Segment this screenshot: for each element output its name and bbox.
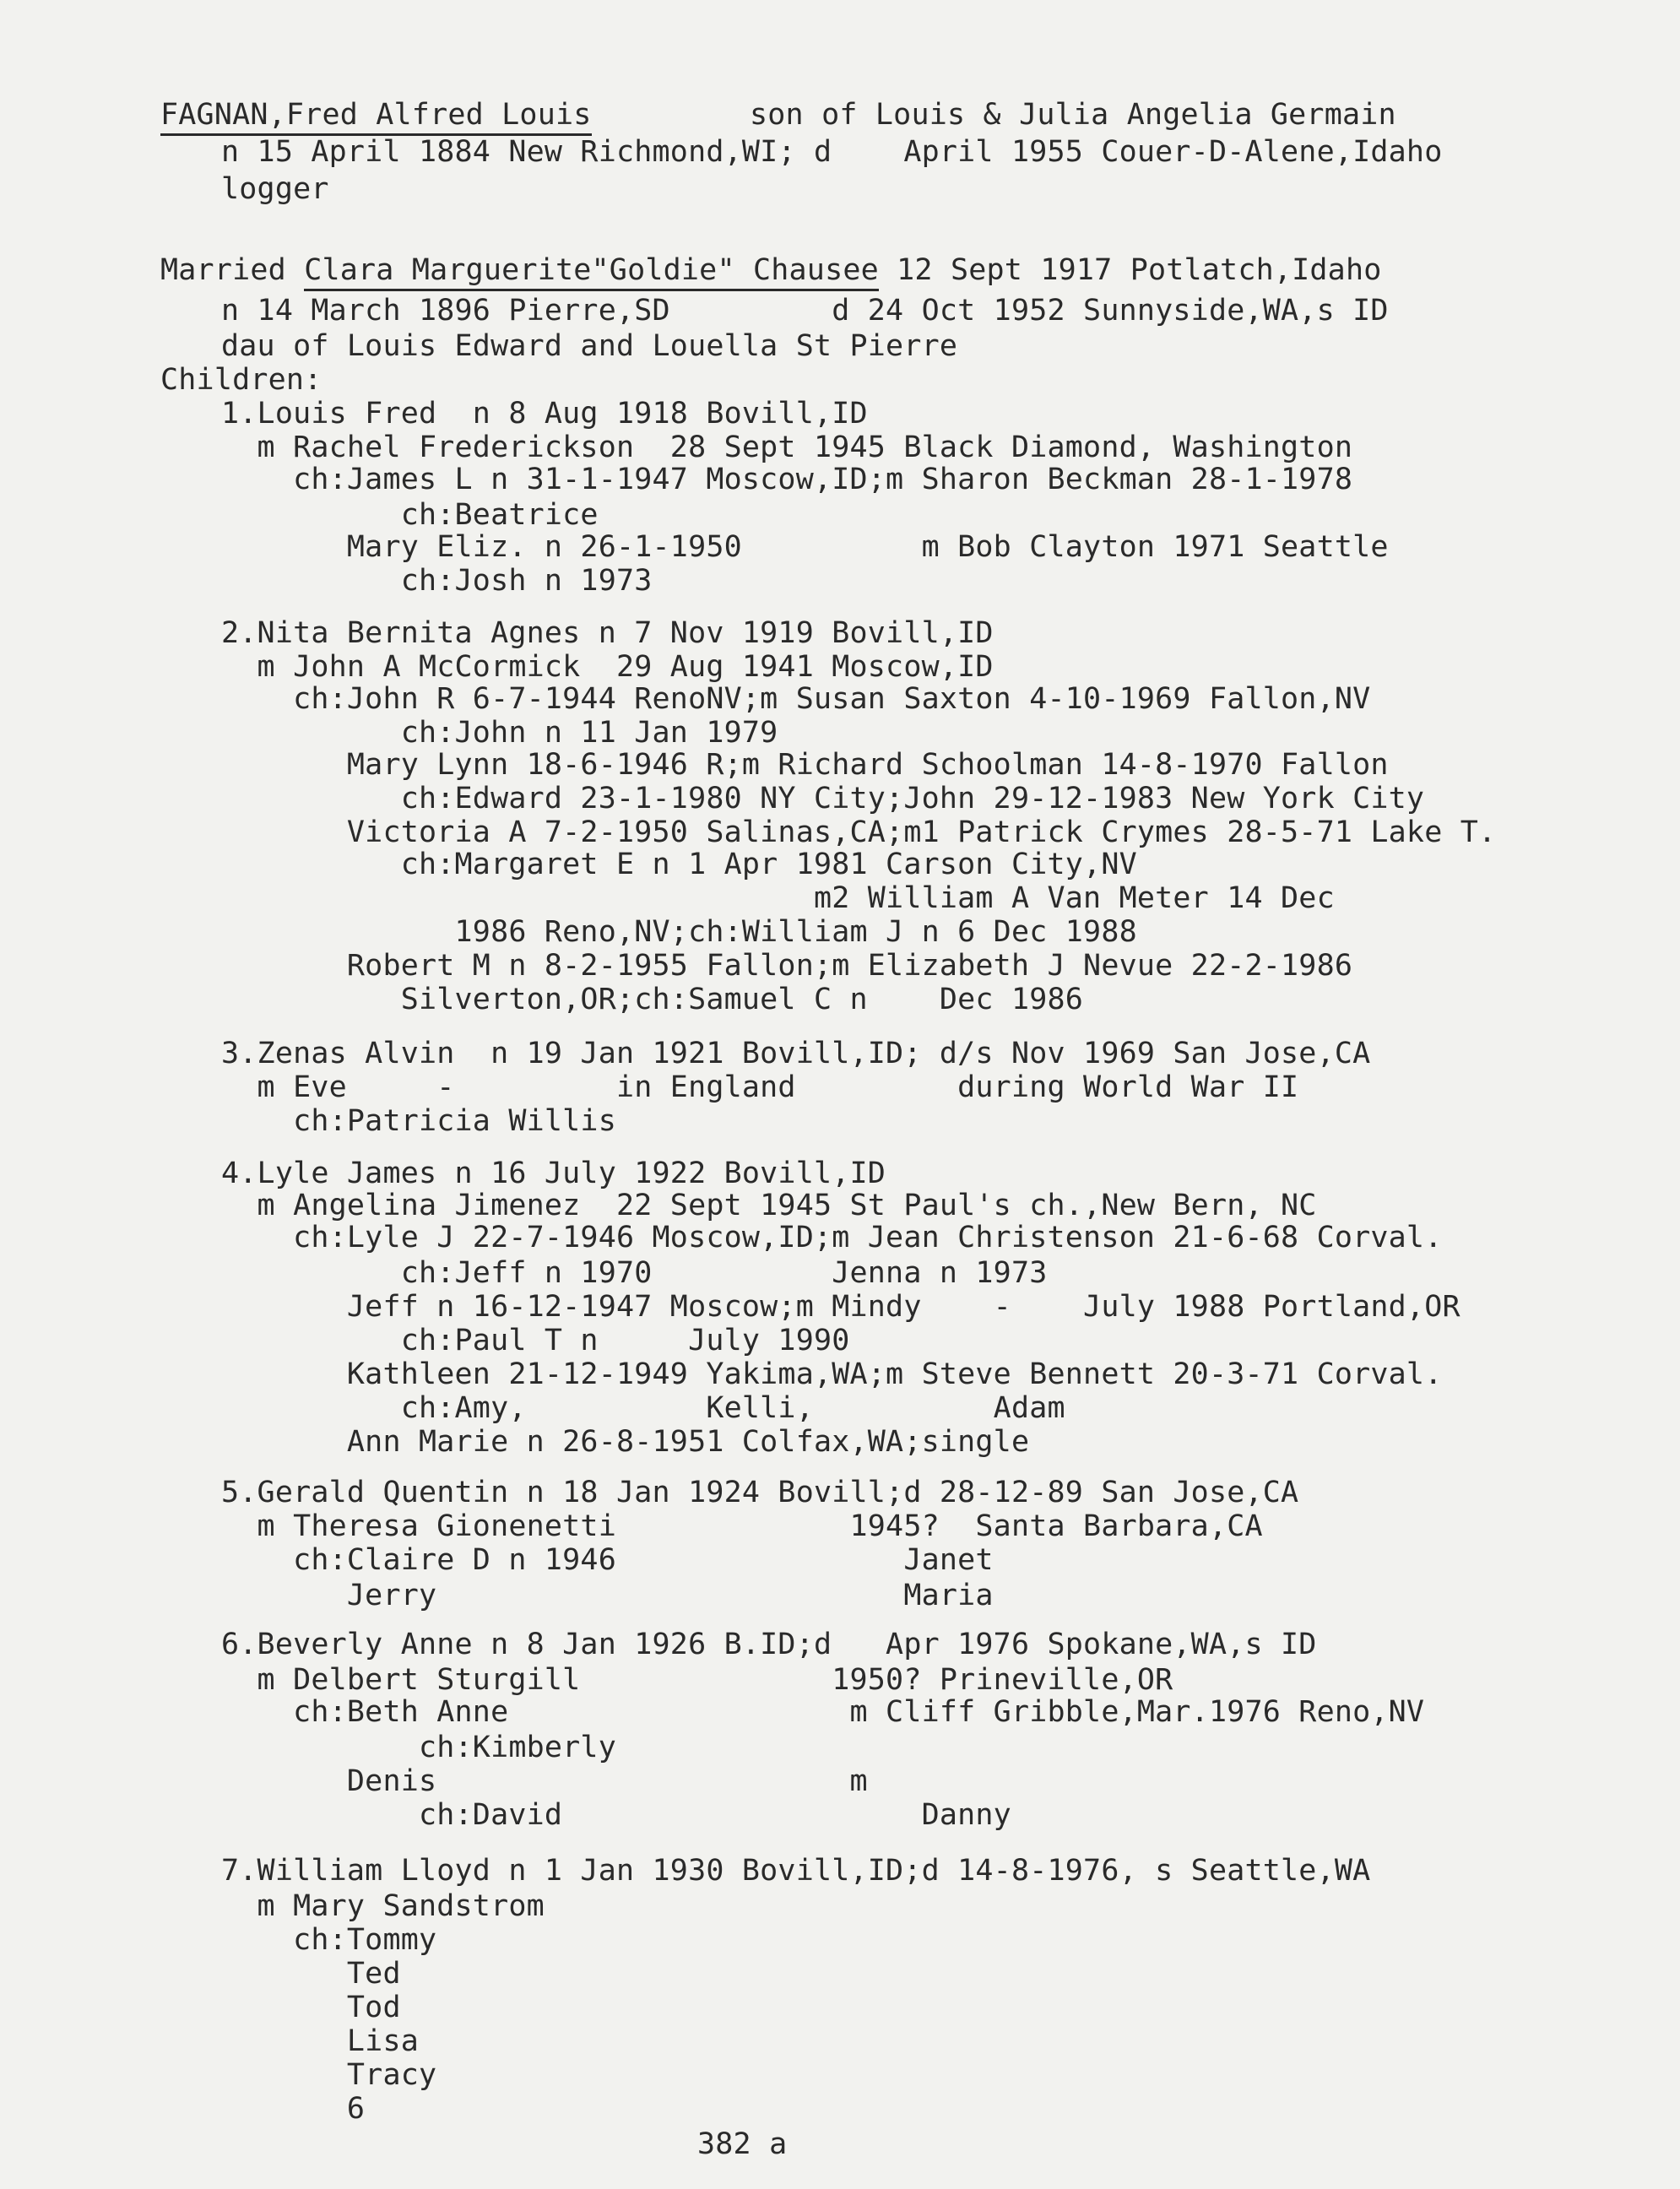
child-line: m Mary Sandstrom <box>221 1889 545 1923</box>
subject-parents: son of Louis & Julia Angelia Germain <box>750 98 1396 132</box>
child-line: ch:John R 6-7-1944 RenoNV;m Susan Saxton 4-10-1969 Fallon,NV <box>221 682 1371 716</box>
child-line: ch:David Danny <box>221 1798 1011 1832</box>
spouse-birth-death: n 14 March 1896 Pierre,SD d 24 Oct 1952 Sunnyside,WA,s ID <box>221 294 1389 328</box>
married-word: Married <box>160 253 305 287</box>
child-line: m Angelina Jimenez 22 Sept 1945 St Paul's ch.,New Bern, NC <box>221 1189 1317 1222</box>
subject-name: FAGNAN,Fred Alfred Louis <box>160 98 592 136</box>
marriage-date-place: 12 Sept 1917 Potlatch,Idaho <box>878 253 1382 287</box>
child-line: Robert M n 8-2-1955 Fallon;m Elizabeth J Nevue 22-2-1986 <box>221 949 1353 983</box>
child-line: m Rachel Frederickson 28 Sept 1945 Black Diamond, Washington <box>221 431 1353 464</box>
child-line: Tod <box>221 1991 401 2024</box>
child-line: 1.Louis Fred n 8 Aug 1918 Bovill,ID <box>221 397 868 431</box>
children-heading: Children: <box>160 363 322 397</box>
spouse-parents: dau of Louis Edward and Louella St Pierre <box>221 329 958 363</box>
child-line: 1986 Reno,NV;ch:William J n 6 Dec 1988 <box>221 915 1137 949</box>
child-line: m Theresa Gionenetti 1945? Santa Barbara,CA <box>221 1509 1263 1543</box>
child-line: 3.Zenas Alvin n 19 Jan 1921 Bovill,ID; d/s Nov 1969 San Jose,CA <box>221 1037 1371 1070</box>
child-line: m Delbert Sturgill 1950? Prineville,OR <box>221 1663 1173 1697</box>
child-line: ch:Margaret E n 1 Apr 1981 Carson City,NV <box>221 848 1137 881</box>
child-line: ch:Amy, Kelli, Adam <box>221 1391 1065 1425</box>
child-line: 2.Nita Bernita Agnes n 7 Nov 1919 Bovill,ID <box>221 616 994 650</box>
child-line: ch:Josh n 1973 <box>221 564 653 598</box>
child-line: Tracy <box>221 2058 437 2092</box>
marriage-line <box>160 253 1382 287</box>
child-line: Ann Marie n 26-8-1951 Colfax,WA;single <box>221 1425 1030 1459</box>
child-line: Denis m <box>221 1764 868 1798</box>
child-line: 6.Beverly Anne n 8 Jan 1926 B.ID;d Apr 1976 Spokane,WA,s ID <box>221 1628 1317 1661</box>
child-line: Silverton,OR;ch:Samuel C n Dec 1986 <box>221 983 1084 1016</box>
header-name-line <box>160 98 592 132</box>
child-line: ch:Beatrice <box>221 498 599 532</box>
child-line: Victoria A 7-2-1950 Salinas,CA;m1 Patrick Crymes 28-5-71 Lake T. <box>221 815 1497 849</box>
child-line: 7.William Lloyd n 1 Jan 1930 Bovill,ID;d 14-8-1976, s Seattle,WA <box>221 1854 1371 1888</box>
child-line: 4.Lyle James n 16 July 1922 Bovill,ID <box>221 1157 886 1190</box>
child-line: ch:Claire D n 1946 Janet <box>221 1543 994 1577</box>
child-line: ch:Lyle J 22-7-1946 Moscow,ID;m Jean Christenson 21-6-68 Corval. <box>221 1221 1443 1254</box>
child-line: ch:John n 11 Jan 1979 <box>221 716 778 750</box>
child-line: Ted <box>221 1957 401 1991</box>
child-line: Kathleen 21-12-1949 Yakima,WA;m Steve Bennett 20-3-71 Corval. <box>221 1357 1443 1391</box>
child-line: ch:Jeff n 1970 Jenna n 1973 <box>221 1256 1048 1290</box>
child-line: ch:Kimberly <box>221 1731 616 1764</box>
child-line: ch:Tommy <box>221 1923 437 1957</box>
child-line: ch:Edward 23-1-1980 NY City;John 29-12-1983 New York City <box>221 782 1425 815</box>
spouse-name: Clara Marguerite"Goldie" Chausee <box>304 253 879 291</box>
child-line: Lisa <box>221 2024 419 2058</box>
page-number: 382 a <box>697 2127 788 2161</box>
child-line: 5.Gerald Quentin n 18 Jan 1924 Bovill;d 28-12-89 San Jose,CA <box>221 1476 1299 1509</box>
child-line: ch:Beth Anne m Cliff Gribble,Mar.1976 Reno,NV <box>221 1695 1425 1729</box>
child-line: m John A McCormick 29 Aug 1941 Moscow,ID <box>221 650 994 684</box>
child-line: Mary Lynn 18-6-1946 R;m Richard Schoolman 14-8-1970 Fallon <box>221 748 1389 782</box>
subject-occupation: logger <box>221 172 329 206</box>
child-line: ch:James L n 31-1-1947 Moscow,ID;m Sharon Beckman 28-1-1978 <box>221 463 1353 496</box>
child-line: Mary Eliz. n 26-1-1950 m Bob Clayton 1971 Seattle <box>221 530 1389 564</box>
child-line: Jeff n 16-12-1947 Moscow;m Mindy - July 1988 Portland,OR <box>221 1290 1461 1324</box>
subject-birth-death: n 15 April 1884 New Richmond,WI; d April 1955 Couer-D-Alene,Idaho <box>221 135 1443 169</box>
child-line: ch:Patricia Willis <box>221 1104 616 1138</box>
child-line: ch:Paul T n July 1990 <box>221 1324 850 1357</box>
child-line: Jerry Maria <box>221 1579 994 1612</box>
child-line: m2 William A Van Meter 14 Dec <box>221 881 1335 915</box>
child-line: 6 <box>221 2092 366 2126</box>
child-line: m Eve - in England during World War II <box>221 1070 1299 1104</box>
